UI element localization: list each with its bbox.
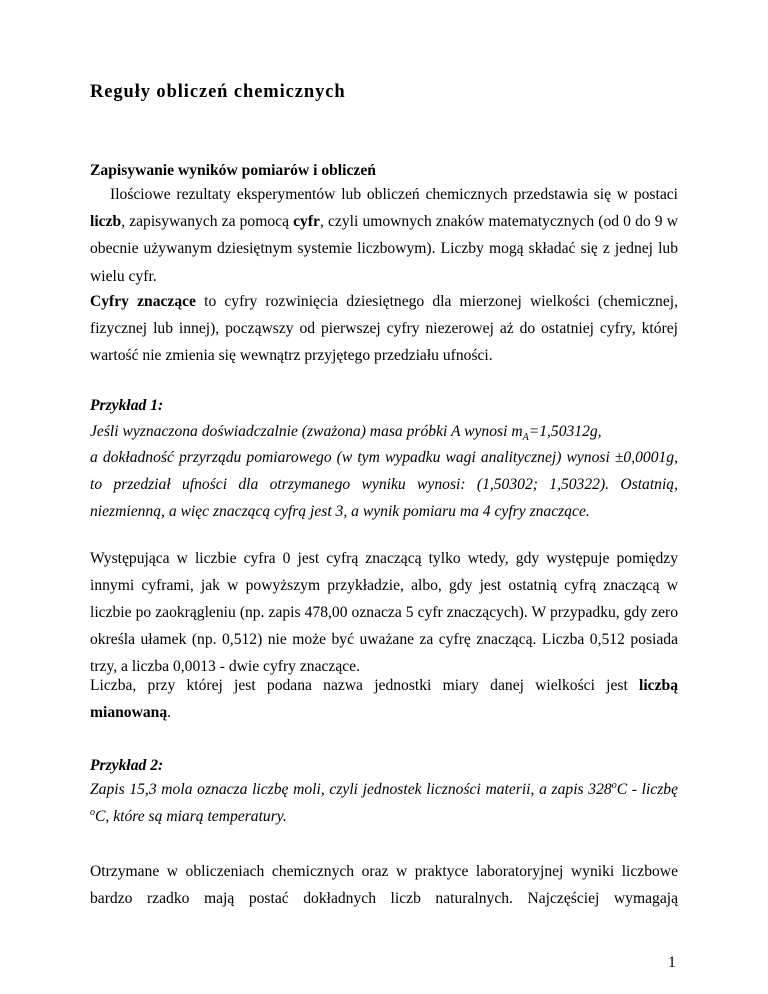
term-liczba: liczbą: [639, 677, 678, 694]
section-heading: Zapisywanie wyników pomiarów i obliczeń: [90, 162, 376, 179]
term-cyfr: cyfr: [293, 213, 320, 230]
paragraph-line: wielu cyfr.: [90, 268, 157, 285]
page-title: Reguły obliczeń chemicznych: [90, 82, 346, 102]
paragraph-line: liczbie po zaokrągleniu (np. zapis 478,00 oznacza 5 cyfr znaczących). W przypadku, gdy zero: [90, 604, 678, 621]
paragraph-line: bardzo rzadko mają postać dokładnych liczb naturalnych. Najczęściej wymagają: [90, 890, 678, 907]
example-heading: Przykład 2:: [90, 757, 164, 774]
paragraph-line: określa ułamek (np. 0,512) nie może być uważane za cyfrę znaczącą. Liczba 0,512 posiada: [90, 631, 678, 648]
paragraph-line: Liczba, przy której jest podana nazwa jednostki miary danej wielkości jest liczbą: [90, 677, 678, 694]
paragraph-line: trzy, a liczba 0,0013 - dwie cyfry znaczące.: [90, 658, 360, 675]
paragraph-line: wartość nie zmienia się wewnątrz przyjętego przedziału ufności.: [90, 347, 493, 364]
example-line: a dokładność przyrządu pomiarowego (w tym wypadku wagi analitycznej) wynosi ±0,0001g,: [90, 449, 678, 466]
paragraph-line: fizycznej lub innej), począwszy od pierwszej cyfry niezerowej aż do ostatniej cyfry, której: [90, 320, 678, 337]
term-liczb: liczb: [90, 213, 122, 230]
paragraph-line: Cyfry znaczące to cyfry rozwinięcia dziesiętnego dla mierzonej wielkości (chemicznej,: [90, 293, 678, 310]
term-cyfry-znaczace: Cyfry znaczące: [90, 293, 196, 310]
example-line: $^o$C, które są miarą temperatury.: [90, 806, 287, 825]
paragraph-line: Ilościowe rezultaty eksperymentów lub obliczeń chemicznych przedstawia się w postaci: [110, 186, 678, 203]
paragraph-line: innymi cyframi, jak w powyższym przykładzie, albo, gdy jest ostatnią cyfrą znaczącą w: [90, 577, 678, 594]
paragraph-line: Występująca w liczbie cyfra 0 jest cyfrą znaczącą tylko wtedy, gdy występuje pomiędzy: [90, 550, 678, 567]
example-line: Zapis 15,3 mola oznacza liczbę moli, czyli jednostek liczności materii, a zapis 328$^o$C - liczbę: [90, 779, 678, 798]
example-heading: Przykład 1:: [90, 397, 164, 414]
paragraph-line: mianowaną.: [90, 704, 172, 721]
example-line: Jeśli wyznaczona doświadczalnie (zważona) masa próbki A wynosi $m_A=1,50312g$,: [90, 423, 602, 444]
paragraph-line: obecnie używanym dziesiętnym systemie liczbowym). Liczby mogą składać się z jednej lub: [90, 240, 678, 257]
example-line: to przedział ufności dla otrzymanego wyniku wynosi: (1,50302; 1,50322). Ostatnią,: [90, 476, 678, 493]
paragraph-line: liczb, zapisywanych za pomocą cyfr, czyli umownych znaków matematycznych (od 0 do 9 w: [90, 213, 678, 230]
example-line: niezmienną, a więc znaczącą cyfrą jest 3, a wynik pomiaru ma 4 cyfry znaczące.: [90, 503, 590, 520]
paragraph-line: Otrzymane w obliczeniach chemicznych oraz w praktyce laboratoryjnej wyniki liczbowe: [90, 863, 678, 880]
term-mianowana: mianowaną: [90, 704, 168, 721]
page-number: 1: [668, 954, 676, 971]
